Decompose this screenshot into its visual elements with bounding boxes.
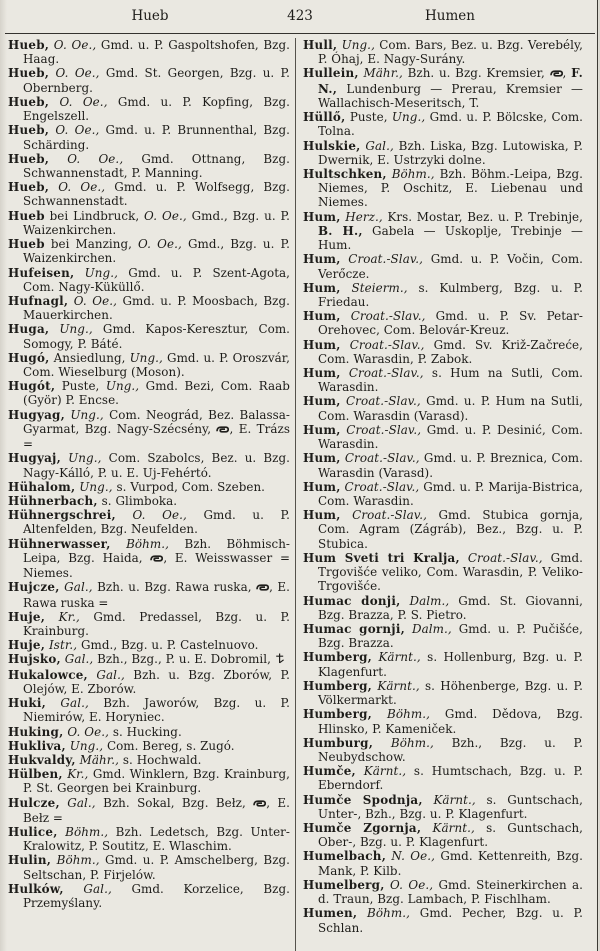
entry-text: s. Glimboka. [101, 494, 178, 508]
entry [303, 210, 583, 253]
entry [8, 379, 290, 407]
entry-region: Croat.-Slav., [344, 479, 420, 494]
entry-headword: Hull, [303, 38, 338, 52]
entry-text: Krs. Mostar, Bez. u. P. Trebinje, [387, 209, 583, 224]
entry-region: Ung., [59, 322, 93, 337]
entry-region: Croat.-Slav., [348, 366, 424, 381]
entry [303, 793, 583, 821]
entry-headword: Hueb, [8, 180, 50, 195]
entry-headword: Hum, [303, 337, 341, 352]
entry [8, 351, 290, 379]
entry [303, 594, 583, 622]
post-horn-icon [550, 67, 563, 81]
entry-headword: Humberg, [303, 650, 373, 665]
entry-text: Com. Bars, Bez. u. Bzg. Verebély, P. Óhaj, E. Nagy-Surány. [318, 38, 583, 67]
entry [303, 309, 583, 337]
entry-headword: Hum, [303, 209, 341, 224]
entry [303, 736, 583, 764]
cross-icon [275, 653, 285, 667]
entry-headword: Humče Zgornja, [303, 821, 422, 836]
entry-headword: Hum, [303, 252, 341, 267]
entry-text: Gmd. u. P. Brunnenthal, Bzg. Schärding. [23, 123, 290, 152]
entry-headword: Hum, [303, 451, 341, 466]
entry-region: Croat.-Slav., [348, 252, 424, 267]
entry-region: Ung., [105, 379, 140, 394]
entry-region: Ung., [391, 110, 426, 125]
entry-headword: Hum, [303, 422, 341, 437]
entry [303, 764, 583, 792]
entry-text: Bzh. u. Bzg. Kremsier, [407, 66, 545, 81]
entry-region: Mähr., [363, 66, 403, 81]
entry [303, 252, 583, 280]
entry [8, 668, 290, 696]
entry-text: Gmd. u. P. Wolfsegg, Bzg. Schwannenstadt. [23, 180, 290, 209]
entry-region: O. Oe., [73, 293, 118, 308]
entry-text: s. Vurpod, Com. Szeben. [116, 479, 265, 494]
entry-text: Gmd. u. P. Altenfelden, Bzg. Neufelden. [23, 508, 290, 537]
entry-region: Dalm., [409, 593, 450, 608]
entry-text: Gmd. Steinerkirchen a. d. Traun, Bzg. Lambach, P. Fischlham. [318, 877, 583, 907]
entry-region: Herz., [345, 209, 383, 224]
entry-text: Bzh. Ledetsch, Bzg. Unter-Kralowitz, P. Soutitz, E. Wlaschim. [23, 825, 290, 854]
entry-text: s. Kulmberg, Bzg. u. P. Friedau. [318, 280, 583, 309]
entry-headword: Hufnagl, [8, 293, 69, 308]
entry-region: Kärnt., [432, 821, 475, 836]
entry-headword: Hujsko, [8, 652, 61, 667]
entry [8, 209, 290, 237]
entry-headword: Hulskie, [303, 138, 361, 153]
entry-headword: Huga, [8, 322, 50, 337]
entry-headword: Humen, [303, 906, 358, 921]
entry [8, 825, 290, 853]
entry-text: Gmd. Kapos-Keresztur, Com. Somogy, P. Báté. [23, 322, 290, 351]
entry-text: Gmd. u. P. Szent-Agota, Com. Nagy-Küküllő. [23, 265, 290, 294]
right-column [296, 38, 583, 951]
entry-text: Bzh. Liska, Bzg. Lutowiska, P. Dwernik, E. Ustrzyki dolne. [318, 138, 583, 167]
entry-headword: Hühnerwasser, [8, 536, 111, 551]
entry-text: Bzh. Böhm.-Leipa, Bzg. Niemes, P. Oschitz, E. Liebenau und Niemes. [318, 166, 583, 210]
entry [8, 580, 290, 609]
entry-region: Croat.-Slav., [344, 451, 420, 466]
entry [303, 338, 583, 366]
entry-headword: Hulcze, [8, 795, 60, 810]
entry-text: Gmd. u. P. Marija-Bistrica, Com. Warasdin. [318, 479, 583, 508]
entry-text: Gmd. Bezi, Com. Raab (Györ) P. Encse. [23, 379, 290, 408]
header-rule [5, 33, 595, 34]
entry-region: Kärnt., [363, 764, 407, 779]
entry-headword: B. H., [318, 223, 363, 238]
entry-region: Croat.-Slav., [467, 550, 543, 565]
entry [303, 906, 583, 934]
entry-region: N. Oe., [391, 849, 436, 864]
entry-text: s. Guntschach, Ober-, Bzg. u. P. Klagenfurt. [318, 821, 583, 850]
entry [8, 480, 290, 494]
entry-headword: Hugót, [8, 379, 56, 394]
entry-headword: Hülben, [8, 767, 63, 782]
entry [303, 878, 583, 906]
entry-text: Puste, [61, 379, 100, 394]
entry [303, 394, 583, 422]
entry-headword: Hueb, [8, 66, 50, 81]
entry-headword: Hum, [303, 309, 341, 324]
entry [8, 322, 290, 350]
entry-text: , E. Trázs = [23, 421, 290, 452]
entry [8, 123, 290, 151]
entry [8, 451, 290, 479]
entry [8, 237, 290, 265]
entry [8, 610, 290, 638]
entry-headword: Hüllő, [303, 110, 346, 125]
entry-headword: Hufeisen, [8, 265, 75, 280]
entry-region: O. Oe., [53, 38, 97, 52]
entry-headword: Hum, [303, 394, 341, 409]
entry-region: Croat.-Slav., [352, 508, 427, 523]
header-page-number: 423 [287, 8, 313, 24]
entry-region: Croat.-Slav., [345, 394, 421, 409]
entry-text: s. Hucking. [112, 724, 182, 739]
entry-headword: Hukliva, [8, 738, 66, 753]
entry [303, 167, 583, 210]
entry-region: Böhm., [386, 707, 430, 722]
entry [303, 110, 583, 138]
page-edge-line [597, 0, 599, 951]
entry-headword: Humelberg, [303, 877, 385, 892]
entry-headword: Humberg, [303, 678, 373, 693]
entry-text: Gmd. u. P. Bölcske, Com. Tolna. [318, 110, 583, 139]
entry [303, 821, 583, 849]
entry-headword: Hulin, [8, 853, 52, 868]
entry-region: Böhm., [367, 906, 411, 921]
entry-headword: Hulice, [8, 825, 58, 840]
entry-region: O. Oe., [67, 151, 124, 166]
entry-text: s. Hum na Sutli, Com. Warasdin. [318, 366, 583, 395]
entry [8, 152, 290, 180]
entry-text: Com. Neográd, Bez. Balassa-Gyarmat, Bzg. Nagy-Szécsény, [23, 407, 290, 436]
entry-region: Ung., [79, 479, 113, 494]
entry-text: Gmd. Predassel, Bzg. u. P. Krainburg. [23, 609, 290, 638]
entry-text: Gmd. Ottnang, Bzg. Schwannenstadt, P. Manning. [23, 151, 290, 180]
entry [8, 266, 290, 294]
entry [303, 38, 583, 66]
entry-headword: Humburg, [303, 735, 374, 750]
entry-text: Gmd. Stubica gornja, Com. Agram (Zágráb), Bez., Bzg. u. P. Stubica. [318, 508, 583, 551]
entry [8, 652, 290, 667]
entry-region: Gal., [60, 696, 89, 711]
entry-headword: Hueb, [8, 94, 50, 109]
entry-region: Mähr., [79, 752, 120, 767]
entry-region: Gal., [67, 795, 96, 810]
entry-region: Böhm., [65, 825, 109, 840]
entry-text: , [562, 66, 567, 81]
entry-region: Kärnt., [378, 650, 421, 665]
entry-headword: Hühalom, [8, 479, 76, 494]
entry-text: Bzh., Bzg. u. P. Neubydschow. [318, 735, 583, 764]
entry-headword: Humberg, [303, 707, 373, 722]
entry-headword: Hueb [8, 208, 45, 223]
entry-text: Gmd. Pecher, Bzg. u. P. Schlan. [318, 906, 583, 935]
entry-text: Gmd. u. P. Breznica, Com. Warasdin (Varasd). [318, 451, 583, 480]
entry-text: Gmd. u. P. Moosbach, Bzg. Mauerkirchen. [23, 293, 290, 323]
entry [8, 408, 290, 452]
entry-headword: Hugó, [8, 350, 50, 365]
entry-text: Gmd., Bzg. u. P. Waizenkirchen. [23, 237, 290, 266]
entry-headword: Humče Spodnja, [303, 792, 423, 807]
entry-region: Kärnt., [433, 792, 476, 807]
entry [8, 66, 290, 94]
entry [303, 508, 583, 551]
entry-headword: Hum, [303, 479, 341, 494]
entry-text: Bzh. Sokal, Bzg. Bełz, [103, 795, 246, 810]
entry-headword: Hum, [303, 508, 341, 523]
entry-text: Gmd. u. P. Desinić, Com. Warasdin. [318, 422, 583, 452]
entry [8, 494, 290, 508]
entry-text: Bzh. Böhmisch-Leipa, Bzg. Haida, [23, 536, 290, 565]
entry-headword: Hum Sveti tri Kralja, [303, 550, 460, 565]
entry [8, 696, 290, 724]
entry-headword: Hum, [303, 280, 341, 295]
entry-region: Croat.-Slav., [349, 337, 425, 352]
entry-headword: F. N., [318, 66, 583, 96]
post-horn-icon [216, 423, 229, 437]
entry [303, 423, 583, 451]
entry-region: Gal., [64, 652, 94, 667]
entry-headword: Hukalowce, [8, 667, 88, 682]
entry-text: s. Hochwald. [122, 752, 202, 767]
entry-text: s. Humtschach, Bzg. u. P. Eberndorf. [318, 764, 583, 793]
entry-headword: Huje, [8, 609, 46, 624]
entry-text: Gmd. u. P. Amschelberg, Bzg. Seltschan, P. Firjelów. [23, 853, 290, 882]
entry-region: O. Oe., [389, 877, 434, 892]
entry-text: Gmd. u. P. Pučišće, Bzg. Brazza. [318, 621, 583, 651]
entry-text: Bzh., Bzg., P. u. E. Dobromil, [97, 652, 271, 667]
entry-region: Ung., [70, 407, 104, 422]
entry-region: Böhm., [390, 735, 434, 750]
entry-text: Com. Bereg, s. Zugó. [106, 738, 235, 753]
entry-headword: Hühnerbach, [8, 494, 98, 508]
entry-region: Croat.-Slav., [350, 309, 426, 324]
entry-text: bei Manzing, [50, 237, 132, 252]
entry-text: Bzh. u. Bzg. Rawa ruska, [97, 580, 252, 595]
entry-headword: Hueb, [8, 38, 50, 52]
entry [303, 451, 583, 479]
text-columns [8, 38, 595, 951]
post-horn-icon [150, 552, 163, 566]
entry-headword: Humelbach, [303, 849, 387, 864]
entry-text: Gmd. Trgovišće veliko, Com. Warasdin, P. Veliko-Trgovišće. [318, 550, 583, 594]
entry [8, 180, 290, 208]
entry-text: Bzh. u. Bzg. Zborów, P. Olejów, E. Zborów. [23, 667, 290, 696]
entry-text: bei Lindbruck, [49, 208, 140, 223]
entry-text: Gmd., Bzg. u. P. Castelnuovo. [80, 638, 259, 653]
entry-region: O. Oe., [55, 66, 100, 81]
entry-text: Gmd. u. P. Vočin, Com. Verőcze. [318, 252, 583, 281]
entry-region: Böhm., [126, 536, 170, 551]
entry-text: Gmd. u. P. Sv. Petar-Orehovec, Com. Belovár-Kreuz. [318, 309, 583, 338]
entry [303, 480, 583, 508]
entry-text: Ansiedlung, [53, 350, 126, 365]
entry-headword: Humac gornji, [303, 621, 406, 636]
entry-headword: Hujcze, [8, 580, 60, 595]
entry-text: Gmd. Winklern, Bzg. Krainburg, P. St. Georgen bei Krainburg. [23, 767, 290, 796]
entry-text: , E. Rawa ruska = [23, 580, 290, 610]
post-horn-icon [256, 581, 269, 595]
entry [8, 853, 290, 881]
entry [303, 679, 583, 707]
entry-text: Gmd. u. P. Oroszvár, Com. Wieselburg (Moson). [23, 350, 290, 380]
entry-headword: Huking, [8, 724, 64, 739]
entry [8, 725, 290, 739]
entry-headword: Hugyaj, [8, 451, 61, 466]
entry [303, 849, 583, 877]
entry-text: Gmd., Bzg. u. P. Waizenkirchen. [23, 208, 290, 237]
entry-region: Kärnt., [377, 678, 420, 693]
entry-headword: Humac donji, [303, 593, 401, 608]
entry [8, 753, 290, 767]
entry-headword: Hum, [303, 366, 341, 381]
entry-text: , E. Weisswasser = Niemes. [23, 550, 290, 581]
header-left-keyword: Hueb [131, 8, 169, 24]
entry-headword: Hueb [8, 237, 45, 252]
entry [8, 38, 290, 66]
entry-text: Gmd. Sv. Križ-Začreće, Com. Warasdin, P. Zabok. [318, 337, 583, 366]
entry [8, 767, 290, 795]
entry [8, 537, 290, 581]
entry-text: Gmd. St. Georgen, Bzg. u. P. Obernberg. [23, 66, 290, 95]
entry-region: Böhm., [56, 853, 100, 868]
entry-region: Ung., [84, 265, 119, 280]
entry-region: Istr., [48, 638, 78, 653]
entry-headword: Hühnergschrei, [8, 508, 116, 523]
entry-text: Gabela — Uskoplje, Trebinje — Hum. [318, 223, 583, 253]
entry-region: Gal., [83, 881, 112, 896]
entry-region: Dalm., [411, 621, 452, 636]
entry [8, 95, 290, 123]
entry [303, 650, 583, 678]
entry-text: Gmd. u. P. Gaspoltshofen, Bzg. Haag. [23, 38, 290, 67]
entry-text: Lundenburg — Prerau, Kremsier — Wallachisch-Meseritsch, T. [318, 81, 583, 110]
entry-headword: Hulków, [8, 881, 64, 896]
entry [303, 366, 583, 394]
entry-region: Steierm., [351, 280, 408, 295]
entry-region: Croat.-Slav., [346, 422, 422, 437]
entry-text: Gmd. Dědova, Bzg. Hlinsko, P. Kameniček. [318, 707, 583, 736]
entry-text: Gmd. u. P. Kopfing, Bzg. Engelszell. [23, 94, 290, 124]
entry-region: O. Oe., [67, 724, 109, 739]
entry-headword: Hukvaldy, [8, 752, 76, 767]
entry [8, 508, 290, 536]
entry-region: O. Oe., [138, 237, 182, 252]
entry-headword: Huki, [8, 696, 47, 711]
entry [303, 139, 583, 167]
entry-headword: Hueb, [8, 151, 50, 166]
entry [8, 739, 290, 753]
entry-region: Kr., [58, 609, 80, 624]
entry-region: Böhm., [391, 166, 435, 181]
entry-text: , E. Bełz = [23, 795, 290, 825]
entry-text: Gmd. Korzelice, Bzg. Przemyślany. [23, 881, 290, 911]
entry [303, 281, 583, 309]
entry-headword: Hueb, [8, 123, 50, 138]
entry-headword: Humče, [303, 764, 356, 779]
running-head [0, 8, 600, 30]
entry-text: Bzh. Jaworów, Bzg. u. P. Niemirów, E. Horyniec. [23, 696, 290, 725]
entry-text: Gmd. Kettenreith, Bzg. Mank, P. Kilb. [318, 849, 583, 878]
entry-region: O. Oe., [132, 508, 187, 523]
entry-region: O. Oe., [58, 180, 106, 195]
entry-headword: Huje, [8, 638, 46, 653]
entry-region: Gal., [365, 138, 394, 153]
entry [303, 66, 583, 110]
entry-region: Ung., [129, 350, 163, 365]
entry-text: Gmd. u. P. Hum na Sutli, Com. Warasdin (Varasd). [318, 394, 583, 423]
entry-region: O. Oe., [144, 208, 187, 223]
left-column [8, 38, 295, 951]
entry-region: Gal., [64, 580, 93, 595]
entry-region: O. Oe., [59, 94, 108, 109]
entry-headword: Hullein, [303, 66, 359, 81]
entry [8, 796, 290, 825]
header-right-keyword: Humen [425, 8, 475, 24]
entry-region: Ung., [341, 38, 375, 52]
entry [8, 882, 290, 910]
entry-text: s. Hollenburg, Bzg. u. P. Klagenfurt. [318, 650, 583, 679]
entry-text: Com. Szabolcs, Bez. u. Bzg. Nagy-Kálló, P. u. E. Uj-Fehértó. [23, 451, 290, 480]
entry-text: Gmd. St. Giovanni, Bzg. Brazza, P. S. Pietro. [318, 593, 583, 622]
entry-region: Kr., [67, 767, 89, 782]
entry [303, 551, 583, 594]
entry [303, 622, 583, 650]
entry-headword: Hugyag, [8, 407, 66, 422]
post-horn-icon [253, 797, 266, 811]
entry-region: O. Oe., [55, 123, 100, 138]
entry-region: Gal., [96, 667, 125, 682]
entry [303, 707, 583, 735]
entry-region: Ung., [69, 738, 104, 753]
entry-region: Ung., [68, 451, 102, 466]
entry-text: Puste, [349, 110, 388, 125]
entry-text: s. Höhenberge, Bzg. u. P. Völkermarkt. [318, 678, 583, 708]
entry [8, 638, 290, 652]
entry-headword: Hultschken, [303, 166, 387, 181]
entry-text: s. Guntschach, Unter-, Bzh., Bzg. u. P. Klagenfurt. [318, 792, 583, 821]
entry [8, 294, 290, 322]
